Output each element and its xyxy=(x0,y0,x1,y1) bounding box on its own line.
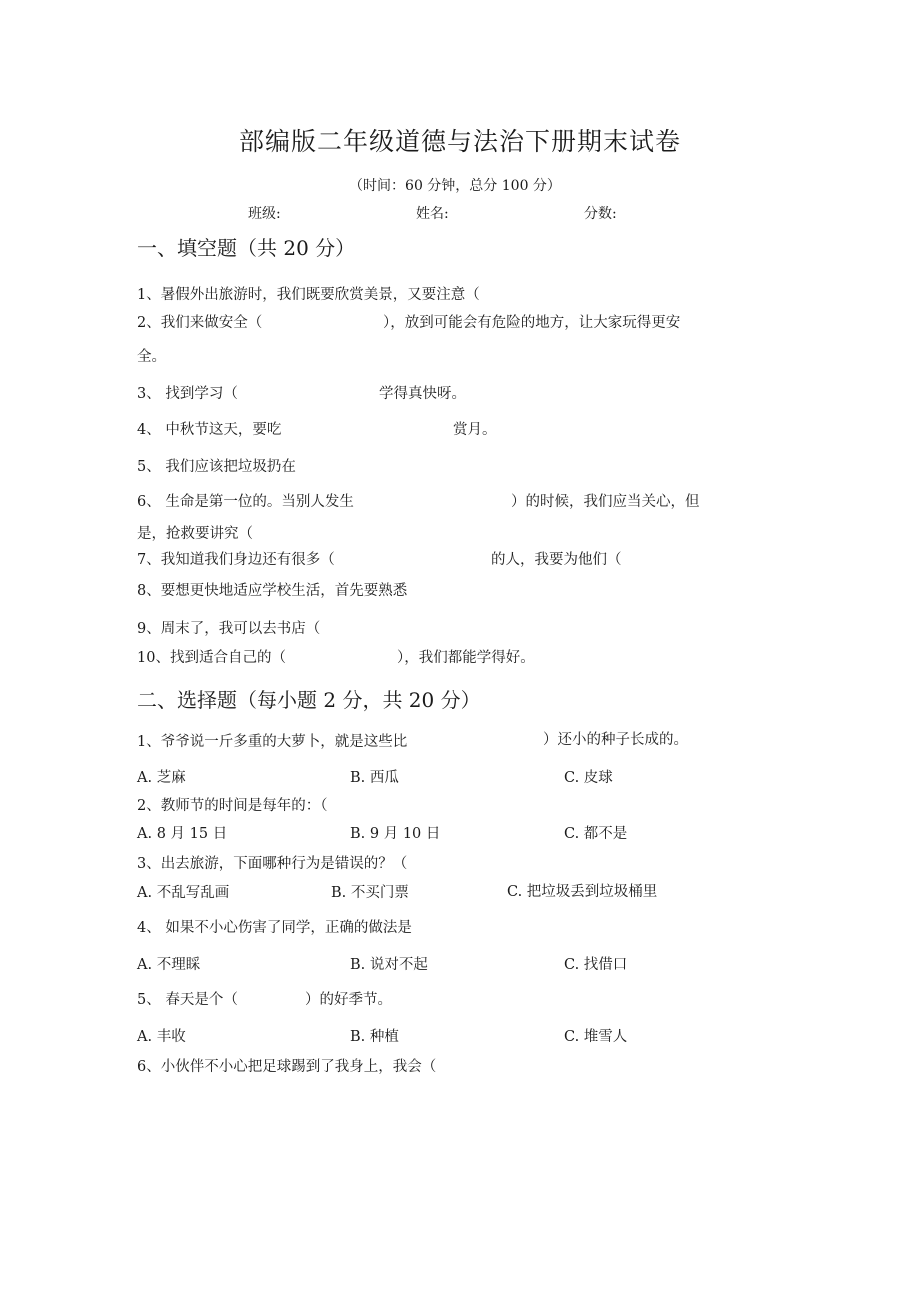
fill-question-7-part-2: 的人，我要为他们（ xyxy=(491,552,622,568)
choice-3-option-b: B. 不买门票 xyxy=(331,885,409,901)
choice-4-option-b: B. 说对不起 xyxy=(350,957,428,973)
page-title: 部编版二年级道德与法治下册期末试卷 xyxy=(238,127,681,156)
choice-question-5-part-2: ）的好季节。 xyxy=(305,992,392,1008)
fill-question-2-part-1: 2、我们来做安全（ xyxy=(137,315,263,331)
fill-question-7-part-1: 7、我知道我们身边还有很多（ xyxy=(137,552,335,568)
choice-2-option-a: A. 8 月 15 日 xyxy=(137,826,228,842)
fill-question-1: 1、暑假外出旅游时，我们既要欣赏美景，又要注意（ xyxy=(137,287,480,303)
fill-question-4-part-1: 4、 中秋节这天，要吃 xyxy=(137,422,282,438)
fill-question-10-part-2: ），我们都能学得好。 xyxy=(397,650,535,666)
choice-question-6: 6、小伙伴不小心把足球踢到了我身上，我会（ xyxy=(137,1059,437,1075)
choice-1-option-c: C. 皮球 xyxy=(564,770,613,786)
choice-question-3: 3、出去旅游，下面哪种行为是错误的？（ xyxy=(137,856,408,872)
choice-4-option-a: A. 不理睬 xyxy=(137,957,201,973)
section-fill-in-heading: 一、填空题（共 20 分） xyxy=(137,236,356,260)
name-label: 姓名: xyxy=(416,206,449,222)
fill-question-2-part-3: 全。 xyxy=(137,349,166,365)
score-label: 分数: xyxy=(584,206,617,222)
fill-question-6-part-1: 6、 生命是第一位的。当别人发生 xyxy=(137,494,354,510)
fill-question-9: 9、周末了，我可以去书店（ xyxy=(137,621,321,637)
choice-2-option-b: B. 9 月 10 日 xyxy=(350,826,441,842)
fill-question-6-part-3: 是，抢救要讲究（ xyxy=(137,526,253,542)
choice-3-option-c: C. 把垃圾丢到垃圾桶里 xyxy=(507,884,658,900)
choice-3-option-a: A. 不乱写乱画 xyxy=(137,885,230,901)
choice-question-1-part-2: ）还小的种子长成的。 xyxy=(543,732,688,748)
section-choice-heading: 二、选择题（每小题 2 分，共 20 分） xyxy=(137,688,481,712)
choice-1-option-b: B. 西瓜 xyxy=(350,770,399,786)
choice-question-2: 2、教师节的时间是每年的：（ xyxy=(137,798,328,814)
fill-question-6-part-2: ）的时候，我们应当关心，但 xyxy=(511,494,700,510)
exam-time-info: （时间：60 分钟，总分 100 分） xyxy=(349,178,561,194)
fill-question-2-part-2: ），放到可能会有危险的地方，让大家玩得更安 xyxy=(383,315,681,331)
choice-question-1-part-1: 1、爷爷说一斤多重的大萝卜，就是这些比 xyxy=(137,734,408,750)
choice-5-option-a: A. 丰收 xyxy=(137,1029,186,1045)
choice-1-option-a: A. 芝麻 xyxy=(137,770,186,786)
choice-question-5-part-1: 5、 春天是个（ xyxy=(137,992,238,1008)
choice-2-option-c: C. 都不是 xyxy=(564,826,628,842)
fill-question-3-part-1: 3、 找到学习（ xyxy=(137,386,238,402)
fill-question-8: 8、要想更快地适应学校生活，首先要熟悉 xyxy=(137,583,408,599)
choice-5-option-b: B. 种植 xyxy=(350,1029,399,1045)
choice-5-option-c: C. 堆雪人 xyxy=(564,1029,628,1045)
fill-question-10-part-1: 10、找到适合自己的（ xyxy=(137,650,286,666)
choice-4-option-c: C. 找借口 xyxy=(564,957,628,973)
fill-question-4-part-2: 赏月。 xyxy=(453,422,497,438)
fill-question-3-part-2: 学得真快呀。 xyxy=(379,386,466,402)
class-label: 班级: xyxy=(248,206,281,222)
choice-question-4: 4、 如果不小心伤害了同学，正确的做法是 xyxy=(137,920,412,936)
fill-question-5: 5、 我们应该把垃圾扔在 xyxy=(137,459,296,475)
